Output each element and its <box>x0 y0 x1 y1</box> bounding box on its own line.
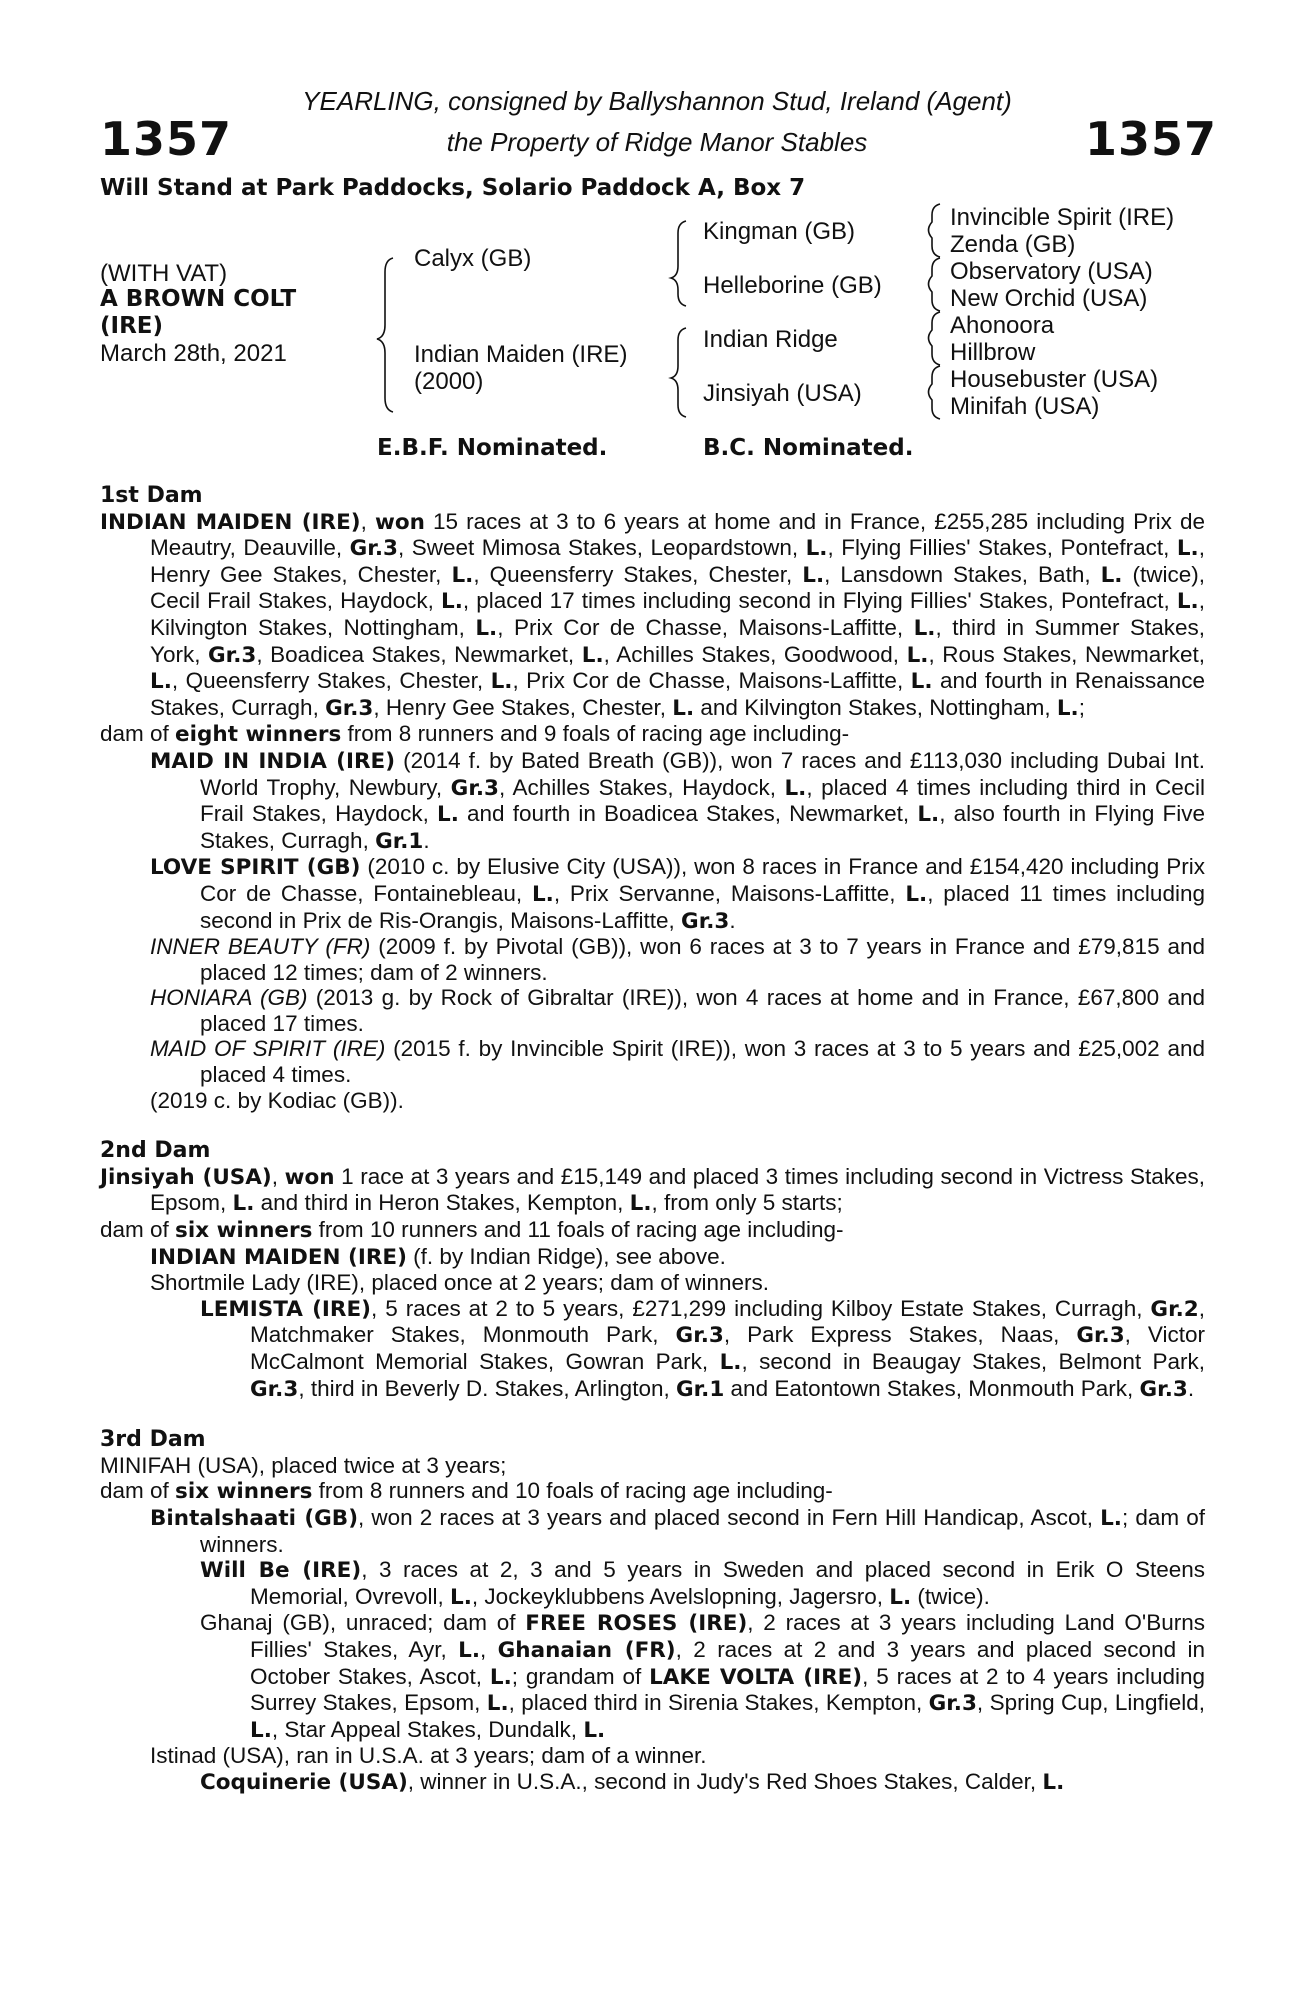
gg-sire-3: Ahonoora <box>950 312 1055 339</box>
gg-dam-4: Minifah (USA) <box>950 393 1100 420</box>
gg-sire-4: Housebuster (USA) <box>950 366 1159 393</box>
second-dam-produce-summary: dam of six winners from 10 runners and 11 foals of racing age including- <box>100 1217 844 1244</box>
first-dam-produce-summary: dam of eight winners from 8 runners and 9 foals of racing age including- <box>100 721 850 748</box>
bc-nomination: B.C. Nominated. <box>703 435 914 461</box>
consignment-line: YEARLING, consigned by Ballyshannon Stud, Ireland (Agent) <box>302 86 1012 116</box>
second-dam-heading: 2nd Dam <box>100 1138 211 1164</box>
gg-dam-1: Zenda (GB) <box>950 231 1076 258</box>
dam-dam-name: Jinsiyah (USA) <box>703 380 862 407</box>
lot-number-right: 1357 <box>1085 112 1218 166</box>
third-dam-record: MINIFAH (USA), placed twice at 3 years; <box>100 1452 507 1478</box>
sire-dam-name: Helleborine (GB) <box>703 272 882 299</box>
produce-inner-beauty: INNER BEAUTY (FR) (2009 f. by Pivotal (GB)), won 6 races at 3 to 7 years in France and £79,815 and placed 12 times; dam of 2 winners. <box>150 934 1205 985</box>
catalogue-body <box>100 483 1205 1796</box>
third-dam-heading: 3rd Dam <box>100 1427 206 1453</box>
sire-name: Calyx (GB) <box>414 245 532 272</box>
third-dam-produce-summary: dam of six winners from 8 runners and 10 foals of racing age including- <box>100 1478 833 1505</box>
dam-name: Indian Maiden (IRE) <box>414 341 628 368</box>
dam-foaling-year: (2000) <box>414 368 484 395</box>
vat-label: (WITH VAT) <box>100 260 228 287</box>
produce-kodiac-colt: (2019 c. by Kodiac (GB)). <box>150 1087 404 1113</box>
horse-description: A BROWN COLT <box>100 286 297 312</box>
gg-dam-3: Hillbrow <box>950 339 1036 366</box>
gg-sire-2: Observatory (USA) <box>950 258 1153 285</box>
gg-sire-1: Invincible Spirit (IRE) <box>950 204 1175 231</box>
produce-lemista: LEMISTA (IRE), 5 races at 2 to 5 years, £271,299 including Kilboy Estate Stakes, Curragh, Gr.2, Matchmaker Stakes, Monmouth Park, Gr.3, Park Express Stakes, Naas, Gr.3, Victor McCalmont Memorial Stakes, Gowran Park, L., second in Beaugay Stakes, Belmont Park, Gr.3, third in Beverly D. Stakes, Arlington, Gr.1 and Eatontown Stakes, Monmouth Park, Gr.3. <box>200 1295 1205 1402</box>
produce-maid-of-spirit: MAID OF SPIRIT (IRE) (2015 f. by Invincible Spirit (IRE)), won 3 races at 3 to 5 years and £25,002 and placed 4 times. <box>150 1036 1205 1088</box>
dam-sire-name: Indian Ridge <box>703 326 838 353</box>
produce-ghanaj: Ghanaj (GB), unraced; dam of FREE ROSES (IRE), 2 races at 3 years including Land O'Burns Fillies' Stakes, Ayr, L., Ghanaian (FR), 2 races at 2 and 3 years and placed second in October Stakes, Ascot, L.; grandam of LAKE VOLTA (IRE), 5 races at 2 to 4 years including Surrey Stakes, Epsom, L., placed third in Sirenia Stakes, Kempton, Gr.3, Spring Cup, Lingfield, L., Star Appeal Stakes, Dundalk, L. <box>200 1610 1206 1743</box>
gg-dam-2: New Orchid (USA) <box>950 285 1148 312</box>
produce-indian-maiden: INDIAN MAIDEN (IRE) (f. by Indian Ridge), see above. <box>150 1243 726 1270</box>
foaling-date: March 28th, 2021 <box>100 340 287 367</box>
produce-honiara: HONIARA (GB) (2013 g. by Rock of Gibraltar (IRE)), won 4 races at home and in France, £67,800 and placed 17 times. <box>150 985 1205 1036</box>
produce-will-be: Will Be (IRE), 3 races at 2, 3 and 5 years in Sweden and placed second in Erik O Steens Memorial, Ovrevoll, L., Jockeyklubbens Avelslopning, Jagersro, L. (twice). <box>200 1557 1205 1610</box>
first-dam-heading: 1st Dam <box>100 483 203 508</box>
produce-love-spirit: LOVE SPIRIT (GB) (2010 c. by Elusive City (USA)), won 8 races in France and £154,420 including Prix Cor de Chasse, Fontainebleau, L., Prix Servanne, Maisons-Laffitte, L., placed 11 times including second in Prix de Ris-Orangis, Maisons-Laffitte, Gr.3. <box>150 854 1205 934</box>
property-line: the Property of Ridge Manor Stables <box>446 127 868 157</box>
produce-coquinerie: Coquinerie (USA), winner in U.S.A., second in Judy's Red Shoes Stakes, Calder, L. <box>200 1768 1065 1795</box>
second-dam-record: Jinsiyah (USA), won 1 race at 3 years and £15,149 and placed 3 times including second in Victress Stakes, Epsom, L. and third in Heron Stakes, Kempton, L., from only 5 starts; <box>100 1163 1205 1217</box>
produce-istinad: Istinad (USA), ran in U.S.A. at 3 years; dam of a winner. <box>150 1743 707 1769</box>
first-dam-record: INDIAN MAIDEN (IRE), won 15 races at 3 to 6 years at home and in France, £255,285 including Prix de Meautry, Deauville, Gr.3, Sweet Mimosa Stakes, Leopardstown, L., Flying Fillies' Stakes, Pontefract, L., Henry Gee Stakes, Chester, L., Queensferry Stakes, Chester, L., Lansdown Stakes, Bath, L. (twice), Cecil Frail Stakes, Haydock, L., placed 17 times including second in Flying Fillies' Stakes, Pontefract, L., Kilvington Stakes, Nottingham, L., Prix Cor de Chasse, Maisons-Laffitte, L., third in Summer Stakes, York, Gr.3, Boadicea Stakes, Newmarket, L., Achilles Stakes, Goodwood, L., Rous Stakes, Newmarket, L., Queensferry Stakes, Chester, L., Prix Cor de Chasse, Maisons-Laffitte, L. and fourth in Renaissance Stakes, Curragh, Gr.3, Henry Gee Stakes, Chester, L. and Kilvington Stakes, Nottingham, L.; <box>100 508 1206 721</box>
lot-number-left: 1357 <box>100 112 233 166</box>
produce-shortmile-lady: Shortmile Lady (IRE), placed once at 2 years; dam of winners. <box>150 1270 770 1296</box>
ebf-nomination: E.B.F. Nominated. <box>377 435 608 461</box>
sire-sire-name: Kingman (GB) <box>703 218 856 245</box>
horse-breed: (IRE) <box>100 313 164 339</box>
produce-bintalshaati: Bintalshaati (GB), won 2 races at 3 years and placed second in Fern Hill Handicap, Ascot, L.; dam of winners. <box>150 1504 1205 1557</box>
produce-maid-in-india: MAID IN INDIA (IRE) (2014 f. by Bated Breath (GB)), won 7 races and £113,030 including Dubai Int. World Trophy, Newbury, Gr.3, Achilles Stakes, Haydock, L., placed 4 times including third in Cecil Frail Stakes, Haydock, L. and fourth in Boadicea Stakes, Newmarket, L., also fourth in Flying Five Stakes, Curragh, Gr.1. <box>150 747 1206 854</box>
stand-line: Will Stand at Park Paddocks, Solario Paddock A, Box 7 <box>100 175 806 201</box>
